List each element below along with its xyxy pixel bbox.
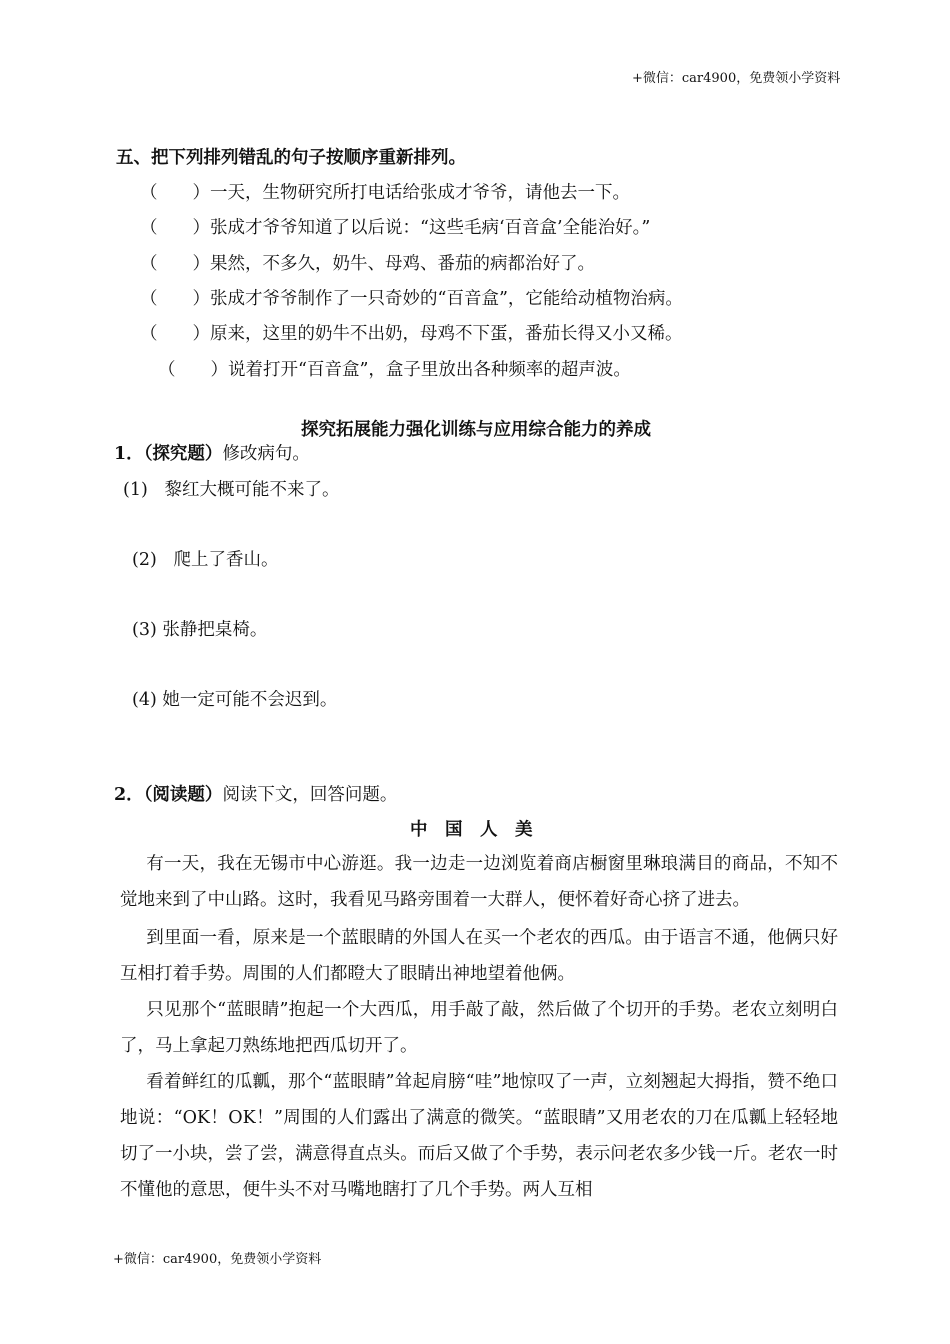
- question-2-text: 阅读下文，回答问题。: [222, 785, 398, 805]
- sentence-label: (3): [132, 620, 157, 640]
- sentence-label: (4): [132, 690, 157, 710]
- question-2-header: [114, 787, 397, 805]
- sentence-item-2: [132, 552, 279, 570]
- sentence-item-1: [123, 482, 340, 500]
- reorder-item-6: （ ）说着打开“百音盒”，盒子里放出各种频率的超声波。: [158, 360, 631, 380]
- question-1-text: 修改病句。: [222, 444, 310, 464]
- question-2-number: 2．: [114, 785, 144, 805]
- question-1-tag: （探究题）: [143, 444, 223, 464]
- sentence-label: (2): [132, 550, 157, 570]
- reorder-item-3: （ ）果然，不多久，奶牛、母鸡、番茄的病都治好了。: [140, 254, 595, 274]
- story-paragraph-3: 只见那个“蓝眼睛”抱起一个大西瓜，用手敲了敲，然后做了个切开的手势。老农立刻明白了，马上拿起刀熟练地把西瓜切开了。: [120, 1000, 838, 1056]
- sentence-item-3: [132, 622, 267, 640]
- reorder-item-1: （ ）一天，生物研究所打电话给张成才爷爷，请他去一下。: [140, 183, 630, 203]
- section-heading: 探究拓展能力强化训练与应用综合能力的养成: [301, 420, 651, 440]
- reorder-item-5: （ ）原来，这里的奶牛不出奶，母鸡不下蛋，番茄长得又小又稀。: [140, 324, 683, 344]
- sentence-label: (1): [123, 480, 148, 500]
- story-title: 中 国 人 美: [410, 820, 533, 840]
- question-1-header: [114, 446, 310, 464]
- sentence-text: 张静把桌椅。: [162, 620, 268, 640]
- footer-watermark: +微信：car4900，免费领小学资料: [113, 1252, 322, 1267]
- question-2-tag: （阅读题）: [143, 785, 223, 805]
- header-watermark: +微信：car4900，免费领小学资料: [632, 71, 841, 86]
- sentence-text: 爬上了香山。: [173, 550, 279, 570]
- story-paragraph-1: 有一天，我在无锡市中心游逛。我一边走一边浏览着商店橱窗里琳琅满目的商品，不知不觉地来到了中山路。这时，我看见马路旁围着一大群人，便怀着好奇心挤了进去。: [120, 854, 838, 910]
- question-1-number: 1．: [114, 444, 144, 464]
- story-paragraph-2: 到里面一看，原来是一个蓝眼睛的外国人在买一个老农的西瓜。由于语言不通，他俩只好互相打着手势。周围的人们都瞪大了眼睛出神地望着他俩。: [120, 928, 838, 984]
- sentence-item-4: [132, 692, 337, 710]
- reorder-item-4: （ ）张成才爷爷制作了一只奇妙的“百音盒”，它能给动植物治病。: [140, 289, 683, 309]
- sentence-text: 黎红大概可能不来了。: [164, 480, 340, 500]
- sentence-text: 她一定可能不会迟到。: [162, 690, 338, 710]
- story-paragraph-4: 看着鲜红的瓜瓤，那个“蓝眼睛”耸起肩膀“哇”地惊叹了一声，立刻翘起大拇指，赞不绝口地说：“OK！OK！”周围的人们露出了满意的微笑。“蓝眼睛”又用老农的刀在瓜瓤上轻轻地切了一小块，尝了尝，满意得直点头。而后又做了个手势，表示问老农多少钱一斤。老农一时不懂他的意思，便牛头不对马嘴地瞎打了几个手势。两人互相: [120, 1072, 838, 1200]
- section-5-title: 五、把下列排列错乱的句子按顺序重新排列。: [116, 148, 466, 168]
- reorder-item-2: （ ）张成才爷爷知道了以后说：“这些毛病‘百音盒’全能治好。”: [140, 218, 651, 238]
